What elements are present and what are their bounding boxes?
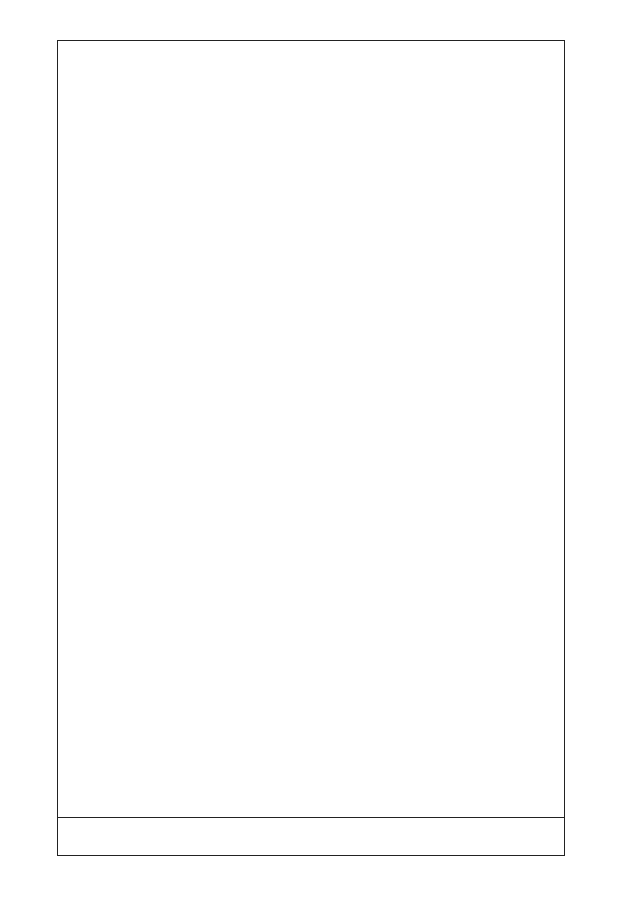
rotated-table [57, 40, 565, 856]
document-table [57, 40, 565, 856]
group-column [58, 817, 565, 855]
group-label [58, 817, 565, 855]
table-stage [57, 40, 565, 856]
